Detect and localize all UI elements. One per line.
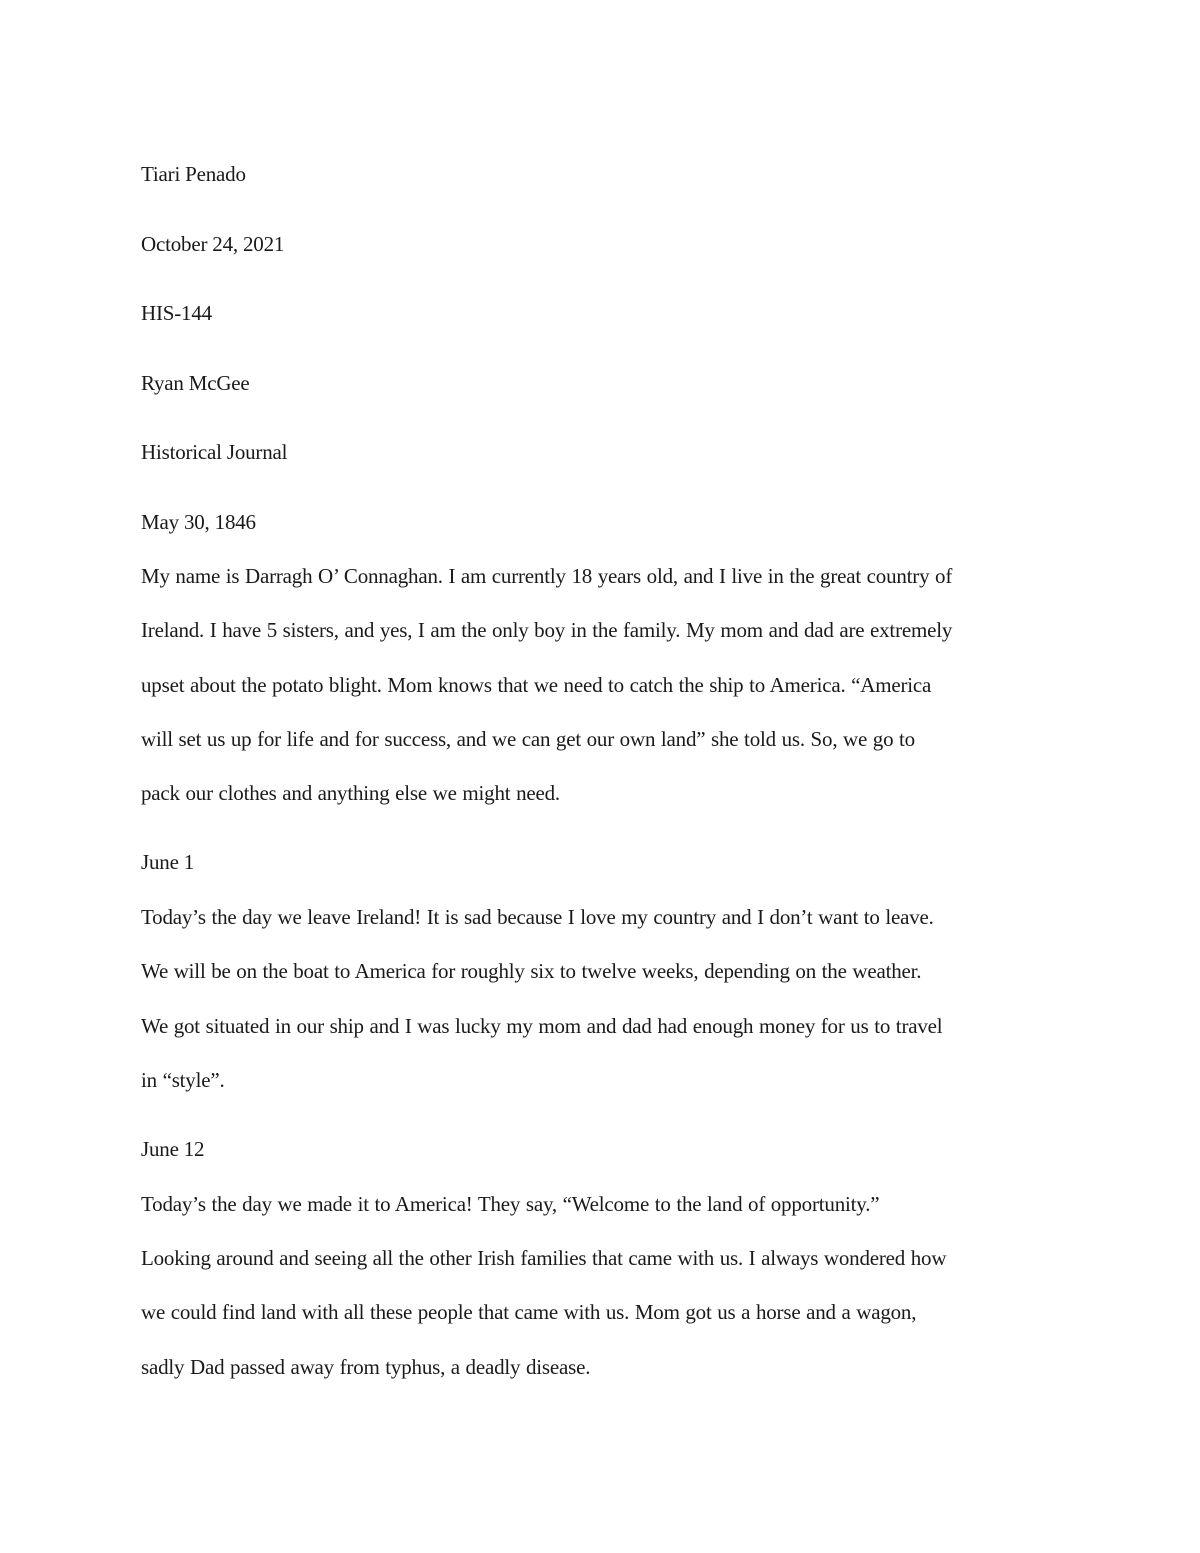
submission-date: October 24, 2021 <box>141 231 285 256</box>
student-name: Tiari Penado <box>141 162 246 186</box>
entry-date: June 1 <box>141 850 195 875</box>
paragraph-line: upset about the potato blight. Mom knows that we need to catch the ship to America. “America <box>141 672 932 697</box>
paragraph-line: Today’s the day we made it to America! They say, “Welcome to the land of opportunity.” <box>141 1191 880 1216</box>
paragraph-line: in “style”. <box>141 1067 225 1092</box>
paragraph-line: Looking around and seeing all the other Irish families that came with us. I always wondered how <box>141 1245 947 1270</box>
instructor-name: Ryan McGee <box>141 370 250 395</box>
paragraph-line: will set us up for life and for success, and we can get our own land” she told us. So, we go to <box>141 726 915 751</box>
paragraph-line: My name is Darragh O’ Connaghan. I am currently 18 years old, and I live in the great country of <box>141 564 953 588</box>
entry-date: May 30, 1846 <box>141 509 256 534</box>
paragraph-line: Today’s the day we leave Ireland! It is sad because I love my country and I don’t want to leave. <box>141 904 934 929</box>
paragraph-line: sadly Dad passed away from typhus, a deadly disease. <box>141 1354 591 1379</box>
entry-paragraph <box>141 542 1066 828</box>
paragraph-line: We got situated in our ship and I was lucky my mom and dad had enough money for us to travel <box>141 1013 943 1038</box>
entry-paragraph <box>141 883 1066 1115</box>
paragraph-line: we could find land with all these people that came with us. Mom got us a horse and a wagon, <box>141 1300 917 1325</box>
paragraph-line: pack our clothes and anything else we might need. <box>141 781 560 806</box>
document-title: Historical Journal <box>141 440 288 464</box>
paragraph-line: Ireland. I have 5 sisters, and yes, I am the only boy in the family. My mom and dad are extremely <box>141 618 953 643</box>
entry-date: June 12 <box>141 1137 205 1162</box>
document-body <box>141 140 1066 1402</box>
course-code: HIS-144 <box>141 301 212 325</box>
entry-paragraph <box>141 1170 1066 1402</box>
paragraph-line: We will be on the boat to America for roughly six to twelve weeks, depending on the weather. <box>141 959 922 984</box>
